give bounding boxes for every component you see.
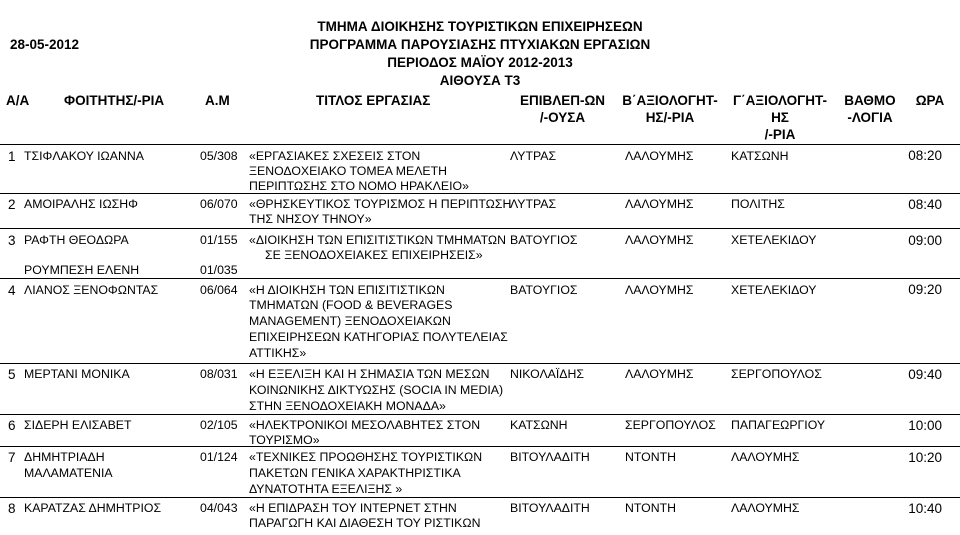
registration-number: 01/155 [200, 233, 238, 247]
row-divider [0, 363, 960, 364]
second-examiner: ΛΑΛΟΥΜΗΣ [625, 233, 694, 247]
document-title-line: ΠΡΟΓΡΑΜΜΑ ΠΑΡΟΥΣΙΑΣΗΣ ΠΤΥΧΙΑΚΩΝ ΕΡΓΑΣΙΩΝ [309, 37, 651, 52]
column-header-third: Γ΄ΑΞΙΟΛΟΓΗΤ- [733, 93, 827, 108]
third-examiner: ΠΑΠΑΓΕΩΡΓΙΟΥ [731, 418, 826, 432]
thesis-title-line: «ΕΡΓΑΣΙΑΚΕΣ ΣΧΕΣΕΙΣ ΣΤΟΝ [249, 149, 421, 163]
column-header-grade: -ΛΟΓΙΑ [847, 110, 893, 125]
thesis-title-line: ΔΥΝΑΤΟΤΗΤΑ ΕΞΕΛΙΞΗΣ » [249, 482, 403, 496]
thesis-title-line: «Η ΕΞΕΛΙΞΗ ΚΑΙ Η ΣΗΜΑΣΙΑ ΤΩΝ ΜΕΣΩΝ [249, 367, 490, 381]
second-examiner: ΝΤΟΝΤΗ [625, 450, 677, 464]
student-name: ΜΕΡΤΑΝΙ ΜΟΝΙΚΑ [24, 367, 130, 381]
thesis-title-line: ΠΑΡΑΓΩΓΗ ΚΑΙ ΔΙΑΘΕΣΗ ΤΟΥ ΡΙΣΤΙΚΩΝ [249, 516, 481, 530]
thesis-title-line: «Η ΕΠΙΔΡΑΣΗ ΤΟΥ ΙΝΤΕΡΝΕΤ ΣΤΗΝ [249, 501, 457, 515]
supervisor: ΒΑΤΟΥΓΙΟΣ [510, 283, 578, 297]
thesis-title-line: ΕΠΙΧΕΙΡΗΣΕΩΝ ΚΑΤΗΓΟΡΙΑΣ ΠΟΛΥΤΕΛΕΙΑΣ [249, 330, 508, 344]
student-name: ΤΣΙΦΛΑΚΟΥ ΙΩΑΝΝΑ [24, 149, 144, 163]
student-name: ΔΗΜΗΤΡΙΑΔΗ [24, 450, 105, 464]
student-name: ΡΑΦΤΗ ΘΕΟΔΩΡΑ [24, 233, 129, 247]
registration-number: 02/105 [200, 418, 238, 432]
registration-number: 06/064 [200, 283, 238, 297]
supervisor: ΝΙΚΟΛΑΪΔΗΣ [510, 367, 584, 381]
thesis-title-line: ΑΤΤΙΚΗΣ» [249, 346, 307, 360]
document-date: 28-05-2012 [10, 37, 80, 52]
column-header-am: Α.Μ [205, 93, 230, 108]
student-name: ΡΟΥΜΠΕΣΗ ΕΛΕΝΗ [24, 263, 140, 277]
document-title-line: ΑΙΘΟΥΣΑ Τ3 [439, 73, 521, 88]
column-header-student: ΦΟΙΤΗΤΗΣ/-ΡΙΑ [64, 93, 165, 108]
registration-number: 01/124 [200, 450, 238, 464]
column-header-aa: Α/Α [6, 93, 30, 108]
supervisor: ΒΙΤΟΥΛΑΔΙΤΗ [510, 450, 590, 464]
registration-number: 04/043 [200, 501, 238, 515]
column-header-grade: ΒΑΘΜΟ [844, 93, 896, 108]
second-examiner: ΛΑΛΟΥΜΗΣ [625, 367, 694, 381]
thesis-title-line: ΠΕΡΙΠΤΩΣΗΣ ΣΤΟ ΝΟΜΟ ΗΡΑΚΛΕΙΟ» [249, 179, 469, 193]
row-number: 5 [8, 367, 16, 382]
row-number: 8 [8, 501, 16, 516]
presentation-time: 10:40 [908, 501, 942, 516]
third-examiner: ΚΑΤΣΩΝΗ [731, 149, 789, 163]
row-divider [0, 414, 960, 415]
row-number: 1 [8, 149, 16, 164]
student-name: ΣΙΔΕΡΗ ΕΛΙΣΑΒΕΤ [24, 418, 132, 432]
column-header-third: ΗΣ [771, 110, 789, 125]
student-name: ΑΜΟΙΡΑΛΗΣ ΙΩΣΗΦ [24, 197, 138, 211]
thesis-title-line: ΠΑΚΕΤΩΝ ΓΕΝΙΚΑ ΧΑΡΑΚΤΗΡΙΣΤΙΚΑ [249, 466, 461, 480]
registration-number: 08/031 [200, 367, 238, 381]
document-title-line: ΤΜΗΜΑ ΔΙΟΙΚΗΣΗΣ ΤΟΥΡΙΣΤΙΚΩΝ ΕΠΙΧΕΙΡΗΣΕΩΝ [317, 19, 643, 34]
presentation-time: 08:20 [908, 148, 942, 163]
row-divider [0, 193, 960, 194]
thesis-title-line: ΞΕΝΟΔΟΧΕΙΑΚΟ ΤΟΜΕΑ ΜΕΛΕΤΗ [249, 164, 447, 178]
second-examiner: ΣΕΡΓΟΠΟΥΛΟΣ [625, 418, 716, 432]
presentation-time: 10:20 [908, 450, 942, 465]
thesis-title-line: ΤΟΥΡΙΣΜΟ» [249, 433, 320, 447]
row-divider [0, 144, 960, 145]
third-examiner: ΛΑΛΟΥΜΗΣ [731, 450, 800, 464]
registration-number: 05/308 [200, 149, 238, 163]
row-number: 4 [8, 283, 16, 298]
second-examiner: ΛΑΛΟΥΜΗΣ [625, 197, 694, 211]
column-header-supervisor: ΕΠΙΒΛΕΠ-ΩΝ [519, 93, 606, 108]
row-number: 6 [8, 418, 16, 433]
third-examiner: ΧΕΤΕΛΕΚΙΔΟΥ [731, 233, 817, 247]
thesis-title-line: ΣΕ ΞΕΝΟΔΟΧΕΙΑΚΕΣ ΕΠΙΧΕΙΡΗΣΕΙΣ» [265, 248, 483, 262]
row-number: 3 [8, 233, 16, 248]
thesis-title-line: «ΔΙΟΙΚΗΣΗ ΤΩΝ ΕΠΙΣΙΤΙΣΤΙΚΩΝ ΤΜΗΜΑΤΩΝ [249, 233, 506, 247]
third-examiner: ΧΕΤΕΛΕΚΙΔΟΥ [731, 283, 817, 297]
supervisor: ΛΥΤΡΑΣ [510, 149, 557, 163]
third-examiner: ΣΕΡΓΟΠΟΥΛΟΣ [731, 367, 822, 381]
presentation-time: 09:00 [908, 233, 942, 248]
registration-number: 06/070 [200, 197, 238, 211]
supervisor: ΛΥΤΡΑΣ [510, 197, 557, 211]
thesis-title-line: ΤΜΗΜΑΤΩΝ (FOOD & BEVERAGES [249, 298, 453, 312]
row-number: 7 [8, 450, 16, 465]
second-examiner: ΛΑΛΟΥΜΗΣ [625, 149, 694, 163]
thesis-title-line: MANAGEMENT) ΞΕΝΟΔΟΧΕΙΑΚΩΝ [249, 314, 451, 328]
column-header-second: ΗΣ/-ΡΙΑ [645, 110, 695, 125]
supervisor: ΒΑΤΟΥΓΙΟΣ [510, 233, 578, 247]
second-examiner: ΝΤΟΝΤΗ [625, 501, 677, 515]
thesis-title-line: ΚΟΙΝΩΝΙΚΗΣ ΔΙΚΤΥΩΣΗΣ (SOCIA IN MEDIA) [249, 383, 504, 397]
row-divider [0, 228, 960, 229]
thesis-title-line: «ΘΡΗΣΚΕΥΤΙΚΟΣ ΤΟΥΡΙΣΜΟΣ Η ΠΕΡΙΠΤΩΣΗ [249, 197, 512, 211]
row-divider [0, 446, 960, 447]
supervisor: ΚΑΤΣΩΝΗ [510, 418, 568, 432]
row-number: 2 [8, 197, 16, 212]
third-examiner: ΛΑΛΟΥΜΗΣ [731, 501, 800, 515]
thesis-title-line: «Η ΔΙΟΙΚΗΣΗ ΤΩΝ ΕΠΙΣΙΤΙΣΤΙΚΩΝ [249, 283, 445, 297]
thesis-title-line: ΣΤΗΝ ΞΕΝΟΔΟΧΕΙΑΚΗ ΜΟΝΑΔΑ» [249, 399, 446, 413]
row-divider [0, 278, 960, 279]
column-header-third: /-ΡΙΑ [764, 127, 796, 142]
row-divider [0, 497, 960, 498]
student-name: ΜΑΛΑΜΑΤΕΝΙΑ [24, 466, 113, 480]
column-header-time: ΩΡΑ [915, 93, 945, 108]
thesis-title-line: «ΗΛΕΚΤΡΟΝΙΚΟΙ ΜΕΣΟΛΑΒΗΤΕΣ ΣΤΟΝ [249, 418, 481, 432]
student-name: ΛΙΑΝΟΣ ΞΕΝΟΦΩΝΤΑΣ [24, 283, 159, 297]
column-header-second: Β΄ΑΞΙΟΛΟΓΗΤ- [622, 93, 718, 108]
presentation-time: 09:20 [908, 282, 942, 297]
document-title-line: ΠΕΡΙΟΔΟΣ ΜΑΪΟΥ 2012-2013 [387, 55, 573, 70]
presentation-time: 08:40 [908, 197, 942, 212]
registration-number: 01/035 [200, 263, 238, 277]
column-header-supervisor: /-ΟΥΣΑ [539, 110, 586, 125]
column-header-title: ΤΙΤΛΟΣ ΕΡΓΑΣΙΑΣ [316, 93, 431, 108]
thesis-title-line: «ΤΕΧΝΙΚΕΣ ΠΡΟΩΘΗΣΗΣ ΤΟΥΡΙΣΤΙΚΩΝ [249, 450, 483, 464]
presentation-time: 10:00 [908, 418, 942, 433]
supervisor: ΒΙΤΟΥΛΑΔΙΤΗ [510, 501, 590, 515]
second-examiner: ΛΑΛΟΥΜΗΣ [625, 283, 694, 297]
presentation-time: 09:40 [908, 367, 942, 382]
thesis-title-line: ΤΗΣ ΝΗΣΟΥ ΤΗΝΟΥ» [249, 212, 372, 226]
third-examiner: ΠΟΛΙΤΗΣ [731, 197, 785, 211]
student-name: ΚΑΡΑΤΖΑΣ ΔΗΜΗΤΡΙΟΣ [24, 501, 162, 515]
